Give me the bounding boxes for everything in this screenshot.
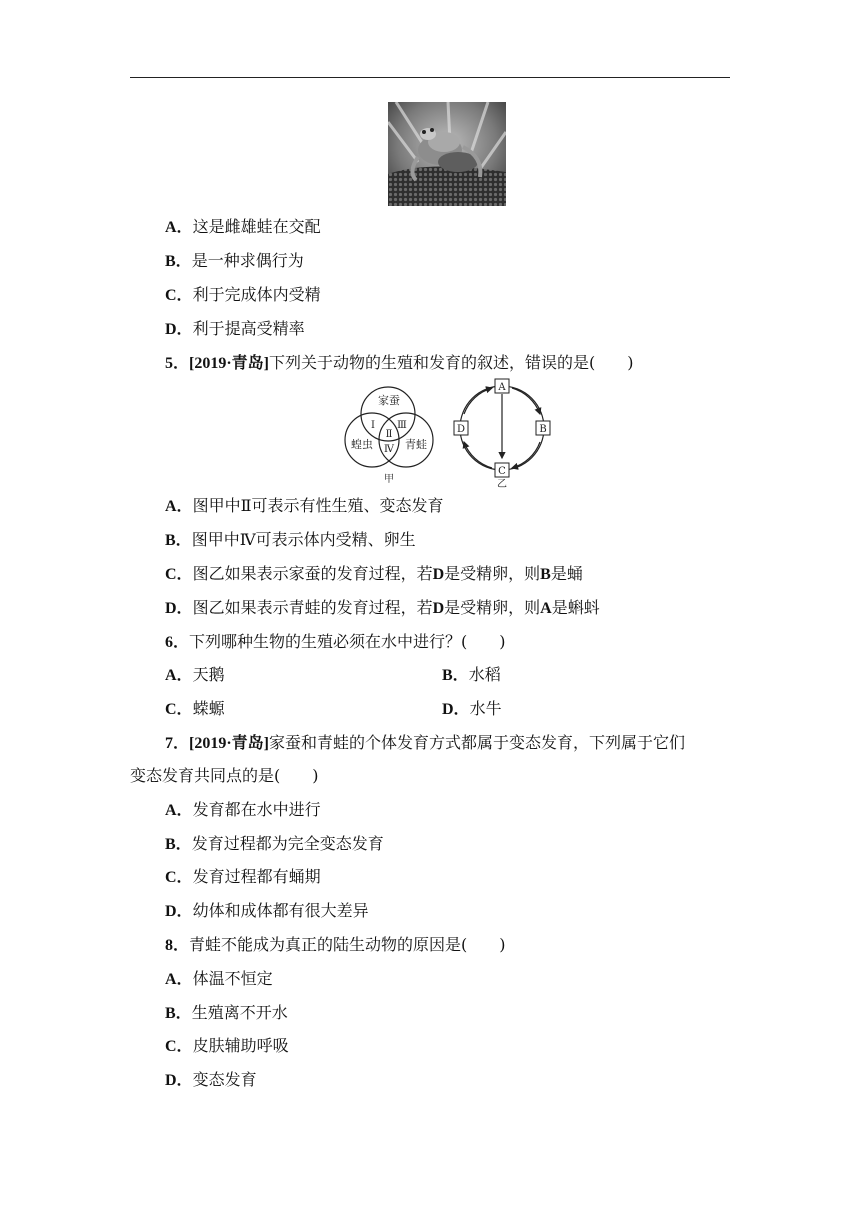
- option-text: 图甲中Ⅳ可表示体内受精、卵生: [191, 530, 416, 549]
- option-text: 体温不恒定: [192, 969, 273, 988]
- q8-option-d: [165, 1070, 257, 1091]
- option-text: 这是雌雄蛙在交配: [192, 217, 321, 236]
- cycle-label-c: C: [498, 466, 506, 477]
- option-text: 利于提高受精率: [192, 319, 305, 338]
- q6-option-a: [165, 665, 225, 686]
- option-label: C．: [165, 1038, 193, 1055]
- option-text: 发育过程都有蛹期: [192, 867, 321, 886]
- option-text: 图乙如果表示家蚕的发育过程，若: [192, 564, 433, 583]
- cycle-label-d: D: [456, 424, 466, 435]
- option-label: D．: [165, 1072, 193, 1089]
- venn-label-left: 蝗虫: [351, 438, 373, 451]
- option-text2: 是受精卵，则: [444, 564, 541, 583]
- option-label: C．: [165, 287, 193, 304]
- option-text: 水稻: [468, 665, 501, 684]
- header-rule: [130, 77, 730, 78]
- option-text3: 是蛹: [550, 564, 583, 583]
- option-label: C．: [165, 869, 193, 886]
- venn-region-2: Ⅱ: [385, 429, 393, 440]
- option-label: C．: [165, 701, 193, 718]
- option-text3: 是蝌蚪: [551, 598, 600, 617]
- option-label: D．: [165, 903, 193, 920]
- option-label: B．: [165, 836, 192, 853]
- option-text: 皮肤辅助呼吸: [192, 1036, 289, 1055]
- option-text: 利于完成体内受精: [192, 285, 321, 304]
- venn-label-right: 青蛙: [405, 438, 427, 451]
- question-source: [2019·青岛]: [189, 355, 270, 372]
- q6-stem: [165, 632, 506, 653]
- option-label: B．: [442, 667, 469, 684]
- option-bold: D: [432, 566, 445, 583]
- option-text: 水牛: [469, 699, 502, 718]
- question-text: 下列哪种生物的生殖必须在水中进行？( ): [189, 632, 506, 651]
- question-text: 下列关于动物的生殖和发育的叙述，错误的是( ): [269, 353, 634, 372]
- option-label: D．: [442, 701, 470, 718]
- q5-option-c: [165, 564, 583, 585]
- q7-stem-line1: [165, 733, 685, 754]
- q7-option-c: [165, 867, 321, 888]
- option-text2: 是受精卵，则: [444, 598, 541, 617]
- option-label: B．: [165, 1005, 192, 1022]
- q8-option-c: [165, 1036, 289, 1057]
- q6-option-b: [442, 665, 501, 686]
- q4-option-d: [165, 319, 305, 340]
- option-label: A．: [165, 498, 193, 515]
- option-text: 图乙如果表示青蛙的发育过程，若: [192, 598, 433, 617]
- option-label: A．: [165, 802, 193, 819]
- q6-option-c: [165, 699, 225, 720]
- q7-option-d: [165, 901, 369, 922]
- cycle-label-a: A: [498, 382, 506, 393]
- q5-option-d: [165, 598, 600, 619]
- option-text: 幼体和成体都有很大差异: [192, 901, 369, 920]
- option-label: B．: [165, 532, 192, 549]
- q8-option-a: [165, 969, 273, 990]
- q7-stem-line2: [130, 766, 319, 786]
- q6-option-d: [442, 699, 502, 720]
- option-bold: D: [432, 600, 445, 617]
- option-text: 发育都在水中进行: [192, 800, 321, 819]
- option-label: A．: [165, 667, 193, 684]
- q7-option-a: [165, 800, 321, 821]
- question-number: 6．: [165, 634, 190, 651]
- q5-option-a: [165, 496, 443, 517]
- venn-label-top: 家蚕: [378, 394, 400, 407]
- question-text: 青蛙不能成为真正的陆生动物的原因是( ): [189, 935, 506, 954]
- q4-option-a: [165, 217, 321, 238]
- option-bold2: B: [540, 566, 551, 583]
- cycle-caption: 乙: [497, 479, 507, 488]
- option-label: D．: [165, 321, 193, 338]
- venn-region-4: Ⅳ: [384, 444, 394, 455]
- option-label: A．: [165, 971, 193, 988]
- option-bold2: A: [540, 600, 552, 617]
- option-text: 天鹅: [192, 665, 225, 684]
- option-label: B．: [165, 253, 192, 270]
- cycle-label-b: B: [539, 424, 547, 435]
- question-text: 家蚕和青蛙的个体发育方式都属于变态发育，下列属于它们: [269, 733, 686, 752]
- q5-figure: [336, 378, 566, 488]
- question-number: 7．: [165, 735, 190, 752]
- q5-stem: [165, 353, 634, 374]
- q4-option-c: [165, 285, 321, 306]
- question-text: 变态发育共同点的是( ): [130, 766, 319, 785]
- option-text: 蝾螈: [192, 699, 225, 718]
- question-number: 8．: [165, 937, 190, 954]
- q8-option-b: [165, 1003, 288, 1024]
- q5-option-b: [165, 530, 416, 551]
- option-text: 是一种求偶行为: [191, 251, 304, 270]
- question-source: [2019·青岛]: [189, 735, 270, 752]
- venn-region-1: Ⅰ: [371, 420, 375, 431]
- venn-region-3: Ⅲ: [397, 420, 407, 431]
- q7-option-b: [165, 834, 384, 855]
- q4-option-b: [165, 251, 304, 272]
- option-text: 变态发育: [192, 1070, 257, 1089]
- option-text: 生殖离不开水: [191, 1003, 288, 1022]
- question-number: 5．: [165, 355, 190, 372]
- option-label: C．: [165, 566, 193, 583]
- option-text: 图甲中Ⅱ可表示有性生殖、变态发育: [192, 496, 444, 515]
- option-label: A．: [165, 219, 193, 236]
- option-text: 发育过程都为完全变态发育: [191, 834, 384, 853]
- option-label: D．: [165, 600, 193, 617]
- q8-stem: [165, 935, 506, 956]
- frog-mating-photo: [388, 102, 506, 206]
- venn-caption: 甲: [384, 474, 394, 485]
